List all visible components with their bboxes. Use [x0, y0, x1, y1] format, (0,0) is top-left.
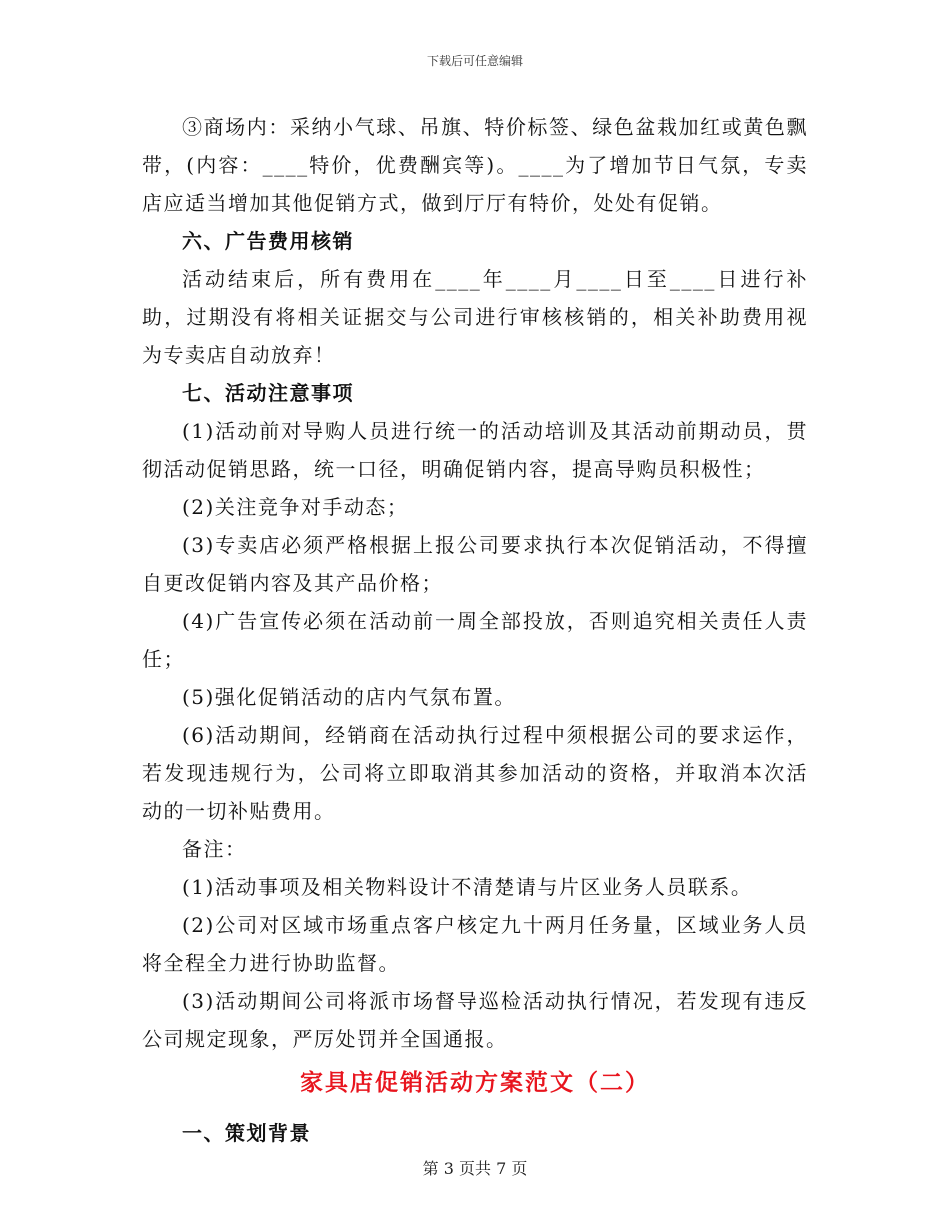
para-remark-1: (1)活动事项及相关物料设计不清楚请与片区业务人员联系。: [182, 875, 753, 899]
doc-title: 家具店促销活动方案范文（二）: [300, 1069, 650, 1096]
para-remark-3: (3)活动期间公司将派市场督导巡检活动执行情况，若发现有违反公司规定现象，严厉处罚并全国通报。: [142, 989, 808, 1051]
page-header: 下载后可任意编辑: [426, 54, 523, 68]
page-footer: 第 3 页共 7 页: [422, 1159, 528, 1178]
para-mall-decor: ③商场内：采纳小气球、吊旗、特价标签、绿色盆栽加红或黄色飘带，(内容：____特价，优费酬宾等)。____为了增加节日气氛，专卖店应适当增加其他促销方式，做到厅厅有特价，处处有促销。: [142, 115, 808, 215]
para-remark-label: 备注：: [182, 837, 247, 861]
para-note-6: (6)活动期间，经销商在活动执行过程中须根据公司的要求运作，若发现违规行为，公司将立即取消其参加活动的资格，并取消本次活动的一切补贴费用。: [142, 723, 808, 823]
para-note-4: (4)广告宣传必须在活动前一周全部投放，否则追究相关责任人责任；: [142, 609, 808, 671]
heading-background: 一、策划背景: [182, 1121, 311, 1145]
para-ad-cost: 活动结束后，所有费用在____年____月____日至____日进行补助，过期没有将相关证据交与公司进行审核核销的，相关补助费用视为专卖店自动放弃！: [142, 267, 808, 367]
document-body: [142, 108, 808, 1152]
para-note-1: (1)活动前对导购人员进行统一的活动培训及其活动前期动员，贯彻活动促销思路，统一口径，明确促销内容，提高导购员积极性；: [142, 419, 808, 481]
para-note-5: (5)强化促销活动的店内气氛布置。: [182, 685, 516, 709]
para-note-2: (2)关注竞争对手动态；: [182, 495, 409, 519]
heading-ad-cost: 六、广告费用核销: [182, 229, 354, 253]
para-note-3: (3)专卖店必须严格根据上报公司要求执行本次促销活动，不得擅自更改促销内容及其产品价格；: [142, 533, 808, 595]
para-remark-2: (2)公司对区域市场重点客户核定九十两月任务量，区域业务人员将全程全力进行协助监督。: [142, 913, 808, 975]
heading-notes: 七、活动注意事项: [182, 381, 354, 405]
